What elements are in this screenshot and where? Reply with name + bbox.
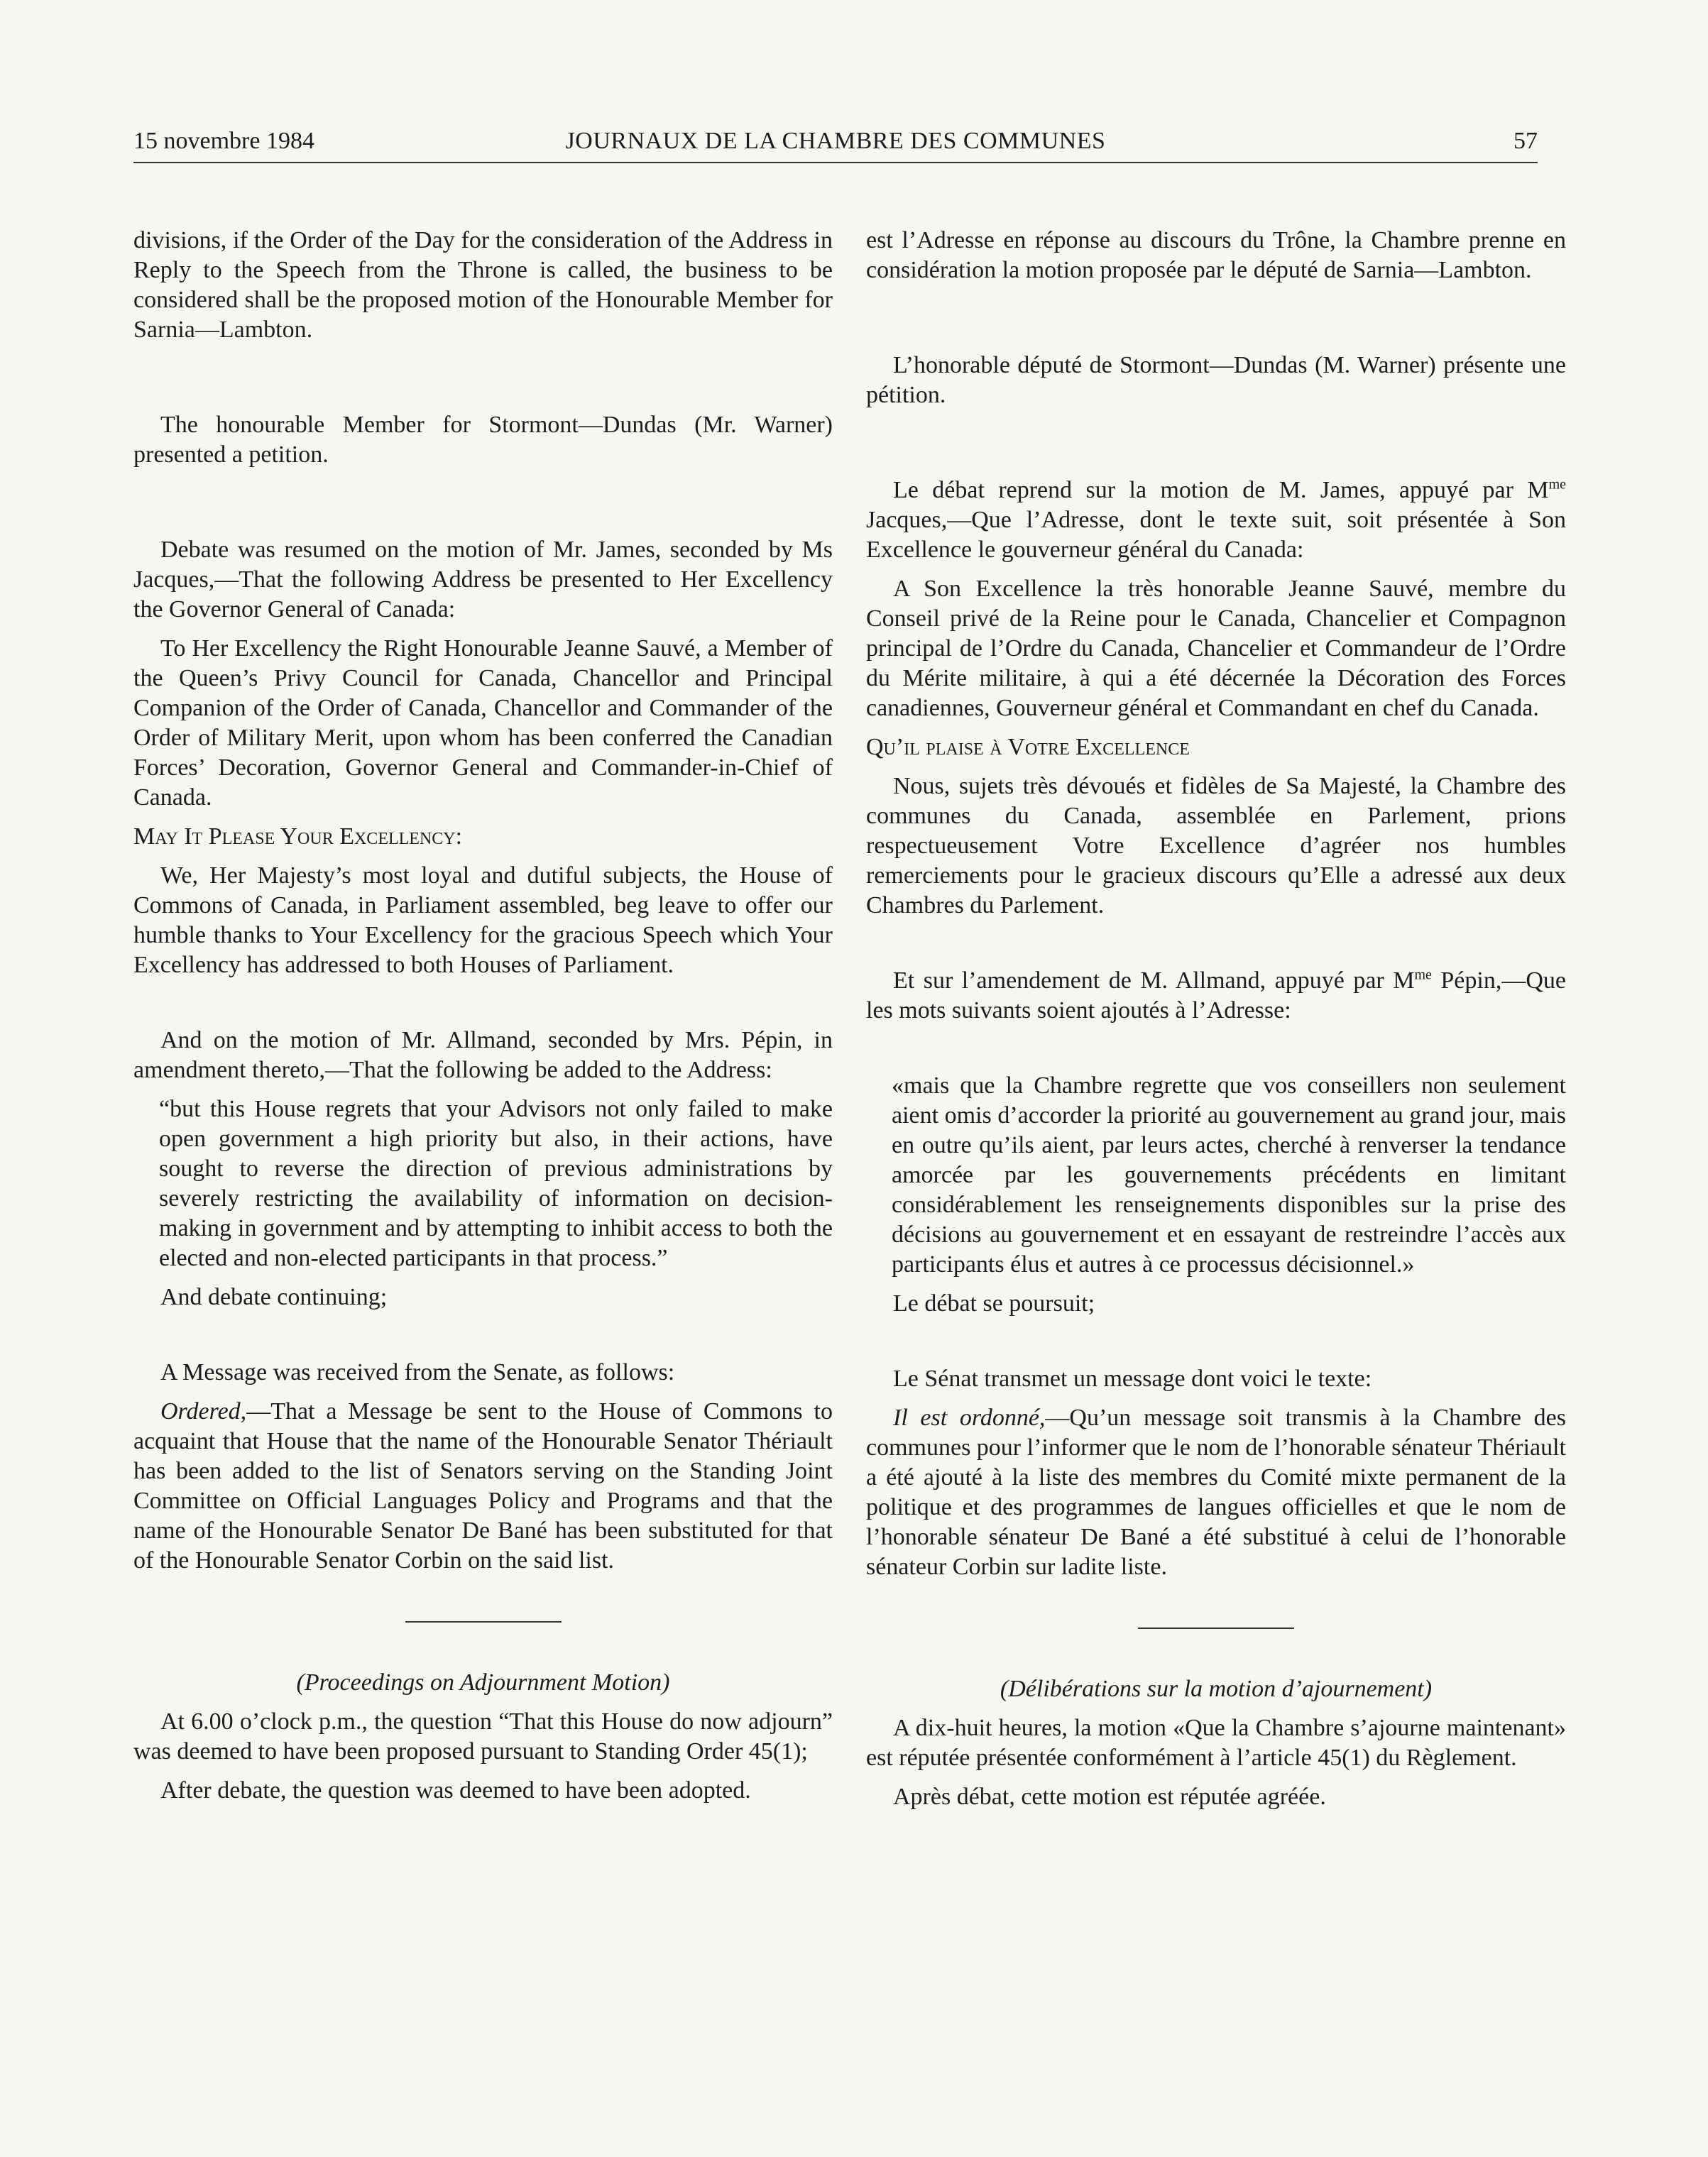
en-petition: The honourable Member for Stormont—Dundas (Mr. Warner) presented a petition. [133,412,833,468]
header-date: 15 novembre 1984 [133,128,314,154]
en-adjournment-heading: (Proceedings on Adjournment Motion) [296,1669,670,1696]
page-header [133,126,1538,163]
en-order-text: —That a Message be sent to the House of Commons to acquaint that House that the name of the Honourable Senator Thériault has been added to the list of Senators serving on the Standing Joint Committee on Official Languages Policy and Programs and that the name of the Honourable Senator De Bané has been substituted for that of the Honourable Senator Corbin on the said list. [133,1398,833,1574]
fr-adjournment-heading: (Délibérations sur la motion d’ajournement) [1000,1676,1433,1702]
fr-paragraph-1: est l’Adresse en réponse au discours du Trône, la Chambre prenne en considération la motion proposée par le député de Sarnia—Lambton. [866,227,1566,283]
fr-amendment-text-b: Pépin,—Que les mots suivants soient ajoutés à l’Adresse: [866,967,1566,1023]
en-amendment-quote: “but this House regrets that your Advisors not only failed to make open government a high priority but also, in their actions, have sought to reverse the direction of previous administrations by severely restricting the availability of information on decision-making in government and by attempting to inhibit access to both the elected and non-elected participants in that process.” [159,1096,833,1271]
en-debate-resumed: Debate was resumed on the motion of Mr. James, seconded by Ms Jacques,—That the following Address be presented to Her Excellency the Governor General of Canada: [133,537,833,622]
en-salutation: May It Please Your Excellency: [133,823,463,850]
en-senate-order [133,1397,833,1576]
english-column [133,226,833,1806]
en-address-text: To Her Excellency the Right Honourable Jeanne Sauvé, a Member of the Queen’s Privy Council for Canada, Chancellor and Principal Companion of the Order of Canada, Chancellor and Commander of the Order of Military Merit, upon whom has been conferred the Canadian Forces’ Decoration, Governor General and Commander-in-Chief of Canada. [133,635,833,811]
fr-petition: L’honorable député de Stormont—Dundas (M. Warner) présente une pétition. [866,352,1566,408]
fr-address-text: A Son Excellence la très honorable Jeanne Sauvé, membre du Conseil privé de la Reine pour le Canada, Chancelier et Compagnon principal de l’Ordre du Canada, Chancelier et Commandeur de l’Ordre du Mérite militaire, à qui a été décernée la Décoration des Forces canadiennes, Gouverneur général et Commandant en chef du Canada. [866,576,1566,721]
en-adjournment-result: After debate, the question was deemed to have been adopted. [160,1777,751,1804]
en-address-body: We, Her Majesty’s most loyal and dutiful subjects, the House of Commons of Canada, in Parliament assembled, beg leave to offer our humble thanks to Your Excellency for the gracious Speech which Your Excellency has addressed to both Houses of Parliament. [133,862,833,978]
fr-amendment-quote: «mais que la Chambre regrette que vos conseillers non seulement aient omis d’accorder la priorité au gouvernement au grand jour, mais en outre qu’ils aient, par leurs actes, cherché à renverser la tendance amorcée par les gouvernements précédents en limitant considérablement les renseignements disponibles sur la prise des décisions au gouvernement et en essayant de restreindre l’accès aux participants élus et autres à ce processus décisionnel.» [892,1072,1566,1278]
fr-adjournment-text: A dix-huit heures, la motion «Que la Chambre s’ajourne maintenant» est réputée présentée conformément à l’article 45(1) du Règlement. [866,1715,1566,1771]
header-title: JOURNAUX DE LA CHAMBRE DES COMMUNES [565,128,1106,154]
fr-senate-order [866,1403,1566,1582]
french-column [866,226,1566,1812]
fr-debate-continuing: Le débat se poursuit; [893,1290,1095,1317]
fr-debate-resumed [866,476,1566,565]
fr-adjournment-result: Après débat, cette motion est réputée agréée. [893,1784,1326,1810]
fr-mme-sup: me [1548,476,1566,493]
fr-mme-sup-2: me [1414,967,1432,983]
en-order-lead: Ordered, [160,1398,247,1425]
fr-amendment-text-a: Et sur l’amendement de M. Allmand, appuyé par M [893,967,1415,994]
fr-senate-message: Le Sénat transmet un message dont voici le texte: [893,1366,1372,1392]
en-adjournment-text: At 6.00 o’clock p.m., the question “That this House do now adjourn” was deemed to have been proposed pursuant to Standing Order 45(1); [133,1708,833,1764]
en-amendment-motion: And on the motion of Mr. Allmand, seconded by Mrs. Pépin, in amendment thereto,—That the following be added to the Address: [133,1027,833,1083]
en-debate-continuing: And debate continuing; [160,1284,388,1310]
fr-address-body: Nous, sujets très dévoués et fidèles de Sa Majesté, la Chambre des communes du Canada, assemblée en Parlement, prions respectueusement Votre Excellence d’agréer nos humbles remerciements pour le gracieux discours qu’Elle a adressé aux deux Chambres du Parlement. [866,773,1566,918]
en-senate-message: A Message was received from the Senate, as follows: [160,1359,675,1385]
fr-debate-text-a: Le débat reprend sur la motion de M. James, appuyé par M [893,477,1549,503]
fr-debate-text-b: Jacques,—Que l’Adresse, dont le texte suit, soit présentée à Son Excellence le gouverneur général du Canada: [866,507,1566,563]
fr-amendment-motion [866,966,1566,1026]
en-paragraph-1: divisions, if the Order of the Day for the consideration of the Address in Reply to the Speech from the Throne is called, the business to be considered shall be the proposed motion of the Honourable Member for Sarnia—Lambton. [133,227,833,343]
fr-salutation: Qu’il plaise à Votre Excellence [866,734,1190,760]
page-number: 57 [1513,128,1538,154]
fr-order-text: —Qu’un message soit transmis à la Chambre des communes pour l’informer que le nom de l’honorable sénateur Thériault a été ajouté à la liste des membres du Comité mixte permanent de la politique et des programmes de langues officielles et que le nom de l’honorable sénateur De Bané a été substitué à celui de l’honorable sénateur Corbin sur ladite liste. [866,1405,1566,1580]
fr-order-lead: Il est ordonné, [893,1405,1046,1431]
